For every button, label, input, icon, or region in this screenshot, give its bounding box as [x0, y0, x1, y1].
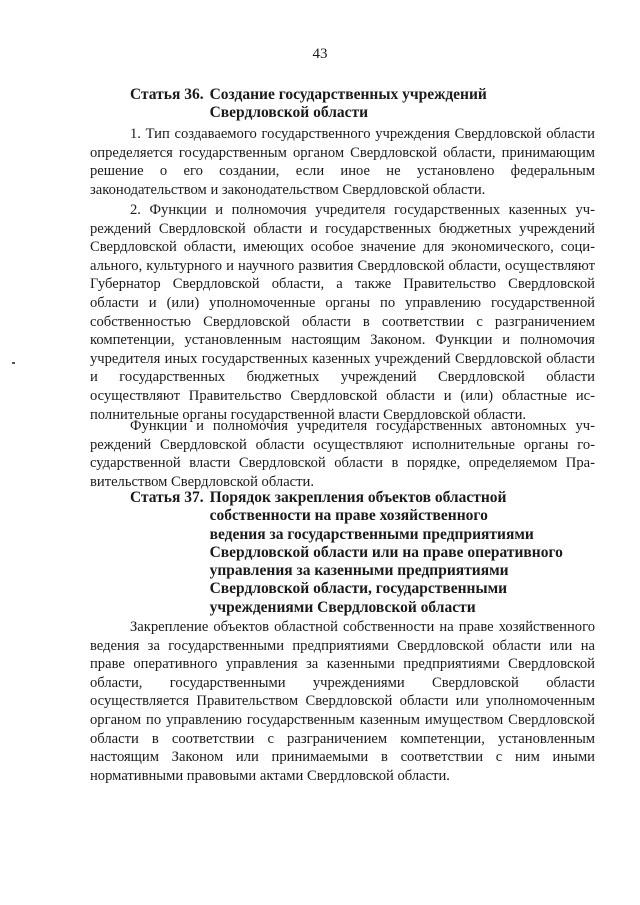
page-number: 43	[312, 46, 328, 62]
article-36-label: Статья 36.	[130, 86, 204, 103]
article-36-heading	[130, 86, 487, 122]
margin-mark	[12, 362, 15, 364]
article-36-paragraph-2: 2. Функции и полномочия учредителя государственных казенных учреждений Свердловской области и государственных бюджетных учреждений Свердловской области, имеющих особое значение для экономического, социального, культурного и научного развития Свердловской области, осуществляют Губернатор Свердловской области, а также Правительство Свердловской области и (или) уполномоченные органы по управлению государственной собственностью Свердловской области в соответствии с разграничением компетенции, установленным настоящим Законом. Функции и полномочия учредителя иных государственных казенных учреждений Свердловской области и государственных бюджетных учреждений Свердловской области осуществляют Правительство Свердловской области и (или) областные исполнительные органы государственной власти Свердловской области.	[90, 202, 595, 423]
article-37-title: Порядок закрепления объектов областной собственности на праве хозяйственного ведения за государственными предприятиями Свердловской области или на праве оперативного управления за казенными предприятиями Свердловской области, государственными учреждениями Свердловской области	[209, 489, 563, 616]
article-37-paragraph-1: Закрепление объектов областной собственности на праве хозяйственного ведения за государственными предприятиями Свердловской области или на праве оперативного управления за казенными предприятиями Свердловской области, государственными учреждениями Свердловской области осуществляется Правительством Свердловской области или уполномоченным органом по управлению государственным казенным имуществом Свердловской области в соответствии с разграничением компетенции, установленным настоящим Законом или принимаемыми в соответствии с ним иными нормативными правовыми актами Свердловской области.	[90, 619, 595, 784]
article-36-paragraph-1: 1. Тип создаваемого государственного учреждения Свердловской области определяется государственным органом Свердловской области, принимающим решение о его создании, если иное не установлено федеральным законодательством и законодательством Свердловской области.	[90, 126, 595, 198]
article-37-label: Статья 37.	[130, 489, 204, 506]
article-36-title: Создание государственных учреждений Свердловской области	[209, 86, 487, 121]
article-37-heading	[130, 489, 563, 617]
article-36-paragraph-3: Функции и полномочия учредителя государственных автономных учреждений Свердловской области осуществляют исполнительные органы государственной власти Свердловской области в порядке, определяемом Правительством Свердловской области.	[90, 418, 595, 490]
